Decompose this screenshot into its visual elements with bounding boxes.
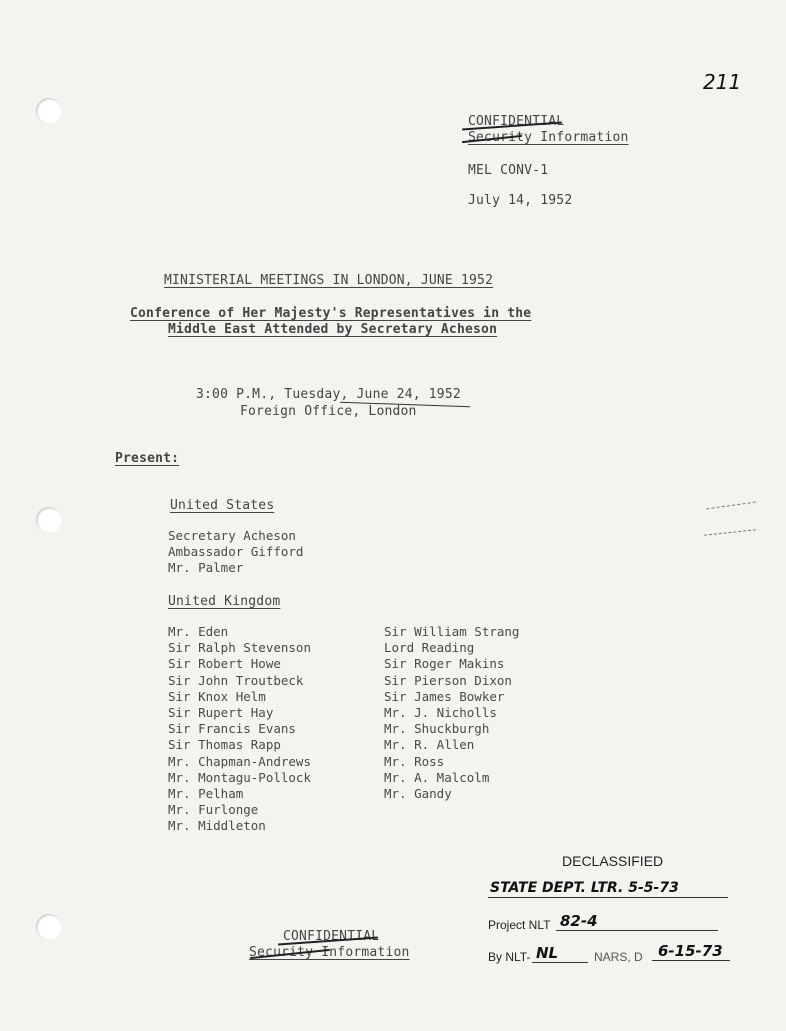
declassified-stamp-title: DECLASSIFIED [562,853,664,869]
declassified-authority: STATE DEPT. LTR. 5-5-73 [490,880,679,896]
list-item: Mr. R. Allen [384,737,475,753]
header-classification-line1: CONFIDENTIAL [468,114,565,129]
list-item: Sir Ralph Stevenson [168,640,311,656]
list-item: Mr. Palmer [168,560,244,576]
us-members-list [168,528,303,577]
list-item: Mr. Chapman-Andrews [168,753,311,769]
margin-mark [706,502,756,510]
list-item: Ambassador Gifford [168,544,304,560]
list-item: Sir William Strang [384,624,520,639]
present-label: Present: [115,451,180,466]
margin-mark [704,529,756,535]
punch-hole-middle [36,507,62,533]
us-heading: United States [170,498,275,513]
footer-classification-line1: CONFIDENTIAL [283,929,380,944]
list-item: Mr. Middleton [168,818,266,834]
by-initials: NL [536,944,559,962]
list-item: Sir Francis Evans [168,721,296,737]
list-item: Mr. J. Nicholls [384,705,497,721]
uk-members-right-column [384,624,519,802]
list-item: Sir James Bowker [384,688,505,704]
header-reference: MEL CONV-1 [468,163,549,178]
project-label: Project NLT [488,918,551,932]
project-underline [556,930,718,931]
list-item: Sir Thomas Rapp [168,737,281,753]
page-number: 211 [703,70,742,94]
list-item: Sir Rupert Hay [168,705,274,721]
uk-heading: United Kingdom [168,594,281,609]
list-item: Sir John Troutbeck [168,672,304,688]
list-item: Mr. Montagu-Pollock [168,769,311,785]
list-item: Secretary Acheson [168,528,296,543]
punch-hole-bottom [36,914,62,940]
nars-date: 6-15-73 [658,942,723,960]
document-subtitle-line1: Conference of Her Majesty's Representatives in the [130,306,532,321]
header-classification-line2: Security Information [468,130,629,145]
uk-members-left-column [168,624,311,835]
list-item: Mr. Shuckburgh [384,721,490,737]
by-underline [532,962,588,963]
document-title: MINISTERIAL MEETINGS IN LONDON, JUNE 1952 [164,273,494,288]
meeting-time: 3:00 P.M., Tuesday, June 24, 1952 [196,387,461,402]
list-item: Mr. Eden [168,624,229,639]
list-item: Sir Pierson Dixon [384,672,512,688]
list-item: Mr. Pelham [168,786,244,802]
project-value: 82-4 [560,912,598,930]
list-item: Sir Robert Howe [168,656,281,672]
meeting-place: Foreign Office, London [240,404,417,419]
document-subtitle-line2: Middle East Attended by Secretary Acheson [168,322,498,337]
by-label: By NLT- [488,950,531,964]
nars-label: NARS, D [594,950,643,964]
punch-hole-top [36,98,62,124]
list-item: Mr. Gandy [384,786,452,802]
list-item: Sir Knox Helm [168,688,266,704]
list-item: Sir Roger Makins [384,656,505,672]
list-item: Mr. A. Malcolm [384,769,490,785]
header-date: July 14, 1952 [468,193,573,208]
list-item: Mr. Furlonge [168,802,259,818]
footer-classification-line2: Security Information [249,945,410,960]
list-item: Mr. Ross [384,753,445,769]
list-item: Lord Reading [384,640,475,656]
authority-underline [488,897,728,898]
nars-underline [652,960,730,961]
